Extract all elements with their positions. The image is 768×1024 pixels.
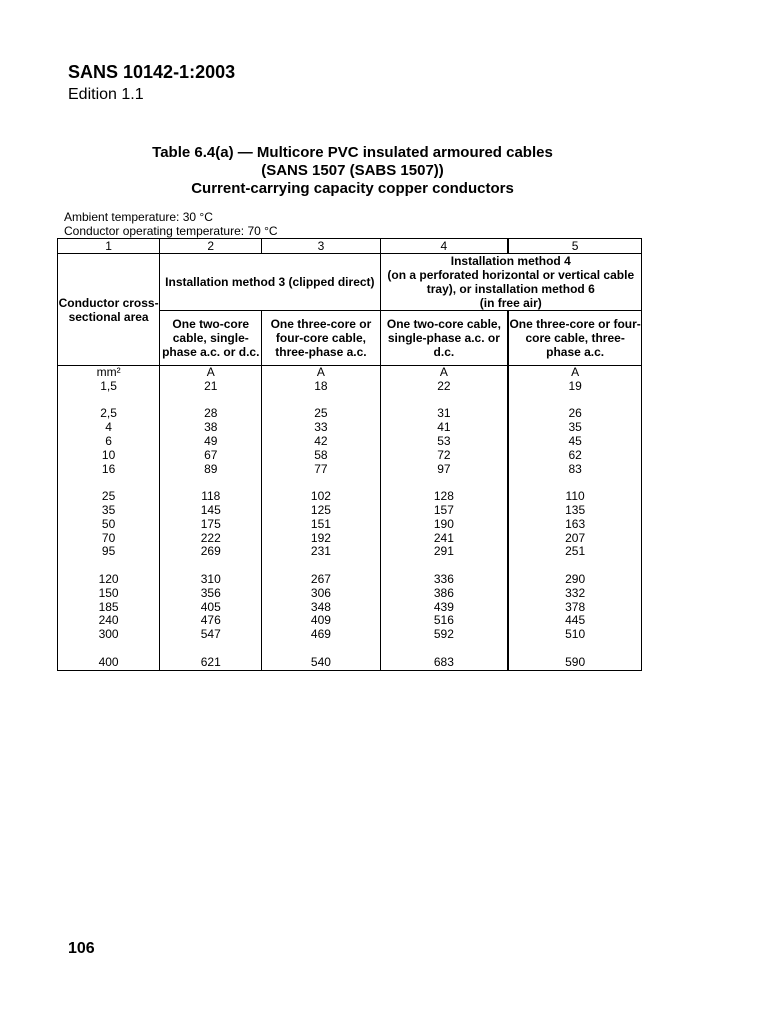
table-cell: 22 bbox=[437, 378, 451, 393]
table-cell: 405 bbox=[200, 599, 221, 614]
column-4-values bbox=[380, 366, 508, 671]
method-header-row bbox=[58, 254, 642, 311]
table-cell: 10 bbox=[101, 447, 116, 462]
table-cell: 25 bbox=[314, 406, 328, 421]
table-cell: 439 bbox=[433, 599, 454, 614]
table-cell: 269 bbox=[200, 544, 221, 559]
unit-label: A bbox=[316, 365, 325, 379]
row-spacer bbox=[509, 476, 641, 490]
table-cell: 547 bbox=[200, 627, 221, 642]
table-cell: 77 bbox=[314, 461, 328, 476]
table-cell: 53 bbox=[437, 433, 451, 448]
table-cell: 151 bbox=[310, 516, 331, 531]
table-cell: 192 bbox=[310, 530, 331, 545]
table-cell: 102 bbox=[310, 489, 331, 504]
row-spacer bbox=[58, 394, 159, 408]
ambient-temperature-note: Ambient temperature: 30 °C bbox=[64, 210, 213, 224]
table-title-line-2: (SANS 1507 (SABS 1507)) bbox=[261, 162, 444, 179]
operating-temperature-note: Conductor operating temperature: 70 °C bbox=[64, 224, 278, 238]
row-spacer bbox=[381, 476, 508, 490]
table-cell: 510 bbox=[565, 627, 586, 642]
standard-title: SANS 10142-1:2003 bbox=[68, 62, 236, 82]
table-cell: 190 bbox=[433, 516, 454, 531]
table-cell: 157 bbox=[433, 502, 454, 517]
table-cell: 409 bbox=[310, 613, 331, 628]
table-cell: 2,5 bbox=[100, 406, 117, 421]
column-5-values bbox=[508, 366, 641, 671]
table-cell: 290 bbox=[565, 571, 586, 586]
method-4-line-2: (on a perforated horizontal or vertical cable tray), or installation method 6 bbox=[387, 268, 635, 296]
table-cell: 120 bbox=[98, 571, 119, 586]
table-cell: 222 bbox=[200, 530, 221, 545]
table-cell: 185 bbox=[98, 599, 119, 614]
row-spacer bbox=[160, 476, 261, 490]
table-cell: 241 bbox=[433, 530, 454, 545]
installation-method-3-header: Installation method 3 (clipped direct) bbox=[160, 254, 380, 311]
page-number: 106 bbox=[68, 940, 95, 957]
unit-label: A bbox=[206, 365, 215, 379]
table-cell: 26 bbox=[568, 406, 582, 421]
table-cell: 332 bbox=[565, 585, 586, 600]
unit-label: A bbox=[571, 365, 580, 379]
table-cell: 50 bbox=[101, 516, 116, 531]
table-cell: 35 bbox=[568, 420, 582, 435]
table-cell: 476 bbox=[200, 613, 221, 628]
table-cell: 240 bbox=[98, 613, 119, 628]
current-capacity-table bbox=[57, 238, 642, 671]
row-spacer bbox=[160, 394, 261, 408]
row-spacer bbox=[509, 394, 641, 408]
unit-label: A bbox=[439, 365, 448, 379]
table-cell: 267 bbox=[310, 571, 331, 586]
table-cell: 70 bbox=[101, 530, 116, 545]
table-cell: 590 bbox=[565, 654, 586, 669]
table-cell: 38 bbox=[204, 420, 218, 435]
unit-label: mm² bbox=[96, 365, 121, 379]
table-cell: 72 bbox=[437, 447, 451, 462]
table-cell: 300 bbox=[98, 627, 119, 642]
table-cell: 135 bbox=[565, 502, 586, 517]
table-cell: 62 bbox=[568, 447, 582, 462]
column-3-values bbox=[262, 366, 380, 671]
two-core-cable-header: One two-core cable, single-phase a.c. or d.c. bbox=[380, 311, 508, 366]
table-cell: 83 bbox=[568, 461, 582, 476]
table-cell: 31 bbox=[437, 406, 451, 421]
table-cell: 348 bbox=[310, 599, 331, 614]
table-cell: 621 bbox=[200, 654, 221, 669]
table-cell: 251 bbox=[565, 544, 586, 559]
table-cell: 45 bbox=[568, 433, 582, 448]
table-cell: 469 bbox=[310, 627, 331, 642]
table-cell: 445 bbox=[565, 613, 586, 628]
row-spacer bbox=[58, 642, 159, 656]
table-cell: 19 bbox=[568, 378, 582, 393]
conductor-area-header: Conductor cross-sectional area bbox=[58, 254, 160, 366]
table-cell: 25 bbox=[101, 489, 116, 504]
data-block bbox=[58, 366, 642, 671]
table-cell: 1,5 bbox=[100, 378, 117, 393]
table-cell: 306 bbox=[310, 585, 331, 600]
row-spacer bbox=[509, 642, 641, 656]
column-number: 1 bbox=[58, 239, 160, 254]
table-cell: 592 bbox=[433, 627, 454, 642]
table-cell: 28 bbox=[204, 406, 218, 421]
table-cell: 291 bbox=[433, 544, 454, 559]
two-core-cable-header: One two-core cable, single-phase a.c. or d.c. bbox=[160, 311, 262, 366]
table-cell: 683 bbox=[433, 654, 454, 669]
three-core-cable-header: One three-core or four-core cable, three-phase a.c. bbox=[262, 311, 380, 366]
table-cell: 95 bbox=[101, 544, 116, 559]
table-cell: 18 bbox=[314, 378, 328, 393]
column-number: 3 bbox=[262, 239, 380, 254]
row-spacer bbox=[381, 559, 508, 573]
table-cell: 58 bbox=[314, 447, 328, 462]
table-cell: 118 bbox=[201, 489, 221, 504]
table-cell: 41 bbox=[437, 420, 451, 435]
three-core-cable-header: One three-core or four-core cable, three-phase a.c. bbox=[508, 311, 641, 366]
table-title-line-1: Table 6.4(a) — Multicore PVC insulated armoured cables bbox=[152, 144, 553, 161]
table-cell: 175 bbox=[200, 516, 221, 531]
column-1-values bbox=[58, 366, 160, 671]
table-cell: 145 bbox=[200, 502, 221, 517]
table-cell: 540 bbox=[310, 654, 331, 669]
column-2-values bbox=[160, 366, 262, 671]
table-cell: 110 bbox=[565, 489, 585, 504]
table-cell: 49 bbox=[204, 433, 218, 448]
table-cell: 16 bbox=[101, 461, 116, 476]
row-spacer bbox=[262, 476, 379, 490]
table-cell: 42 bbox=[314, 433, 328, 448]
table-cell: 21 bbox=[204, 378, 218, 393]
table-cell: 378 bbox=[565, 599, 586, 614]
table-cell: 310 bbox=[200, 571, 221, 586]
table-cell: 4 bbox=[105, 420, 112, 435]
edition-label: Edition 1.1 bbox=[68, 86, 144, 103]
row-spacer bbox=[509, 559, 641, 573]
row-spacer bbox=[381, 642, 508, 656]
table-cell: 207 bbox=[565, 530, 586, 545]
table-cell: 33 bbox=[314, 420, 328, 435]
table-cell: 89 bbox=[204, 461, 218, 476]
row-spacer bbox=[58, 559, 159, 573]
method-4-line-3: (in free air) bbox=[479, 296, 542, 310]
table-cell: 516 bbox=[433, 613, 454, 628]
column-number: 4 bbox=[380, 239, 508, 254]
row-spacer bbox=[262, 394, 379, 408]
row-spacer bbox=[381, 394, 508, 408]
table-cell: 400 bbox=[98, 654, 119, 669]
table-cell: 231 bbox=[310, 544, 331, 559]
table-cell: 356 bbox=[200, 585, 221, 600]
table-cell: 125 bbox=[310, 502, 331, 517]
column-number: 5 bbox=[508, 239, 641, 254]
row-spacer bbox=[160, 559, 261, 573]
installation-method-4-header bbox=[380, 254, 641, 311]
method-4-line-1: Installation method 4 bbox=[450, 254, 571, 268]
table-cell: 6 bbox=[105, 433, 112, 448]
row-spacer bbox=[262, 642, 379, 656]
column-number: 2 bbox=[160, 239, 262, 254]
row-spacer bbox=[160, 642, 261, 656]
table-title-line-3: Current-carrying capacity copper conductors bbox=[191, 180, 514, 197]
table-cell: 150 bbox=[98, 585, 119, 600]
table-cell: 336 bbox=[433, 571, 454, 586]
table-cell: 67 bbox=[204, 447, 218, 462]
table-cell: 163 bbox=[565, 516, 586, 531]
table-cell: 35 bbox=[101, 502, 116, 517]
table-cell: 97 bbox=[437, 461, 451, 476]
column-number-row bbox=[58, 239, 642, 254]
table-cell: 386 bbox=[433, 585, 454, 600]
row-spacer bbox=[58, 476, 159, 490]
table-cell: 128 bbox=[433, 489, 454, 504]
row-spacer bbox=[262, 559, 379, 573]
